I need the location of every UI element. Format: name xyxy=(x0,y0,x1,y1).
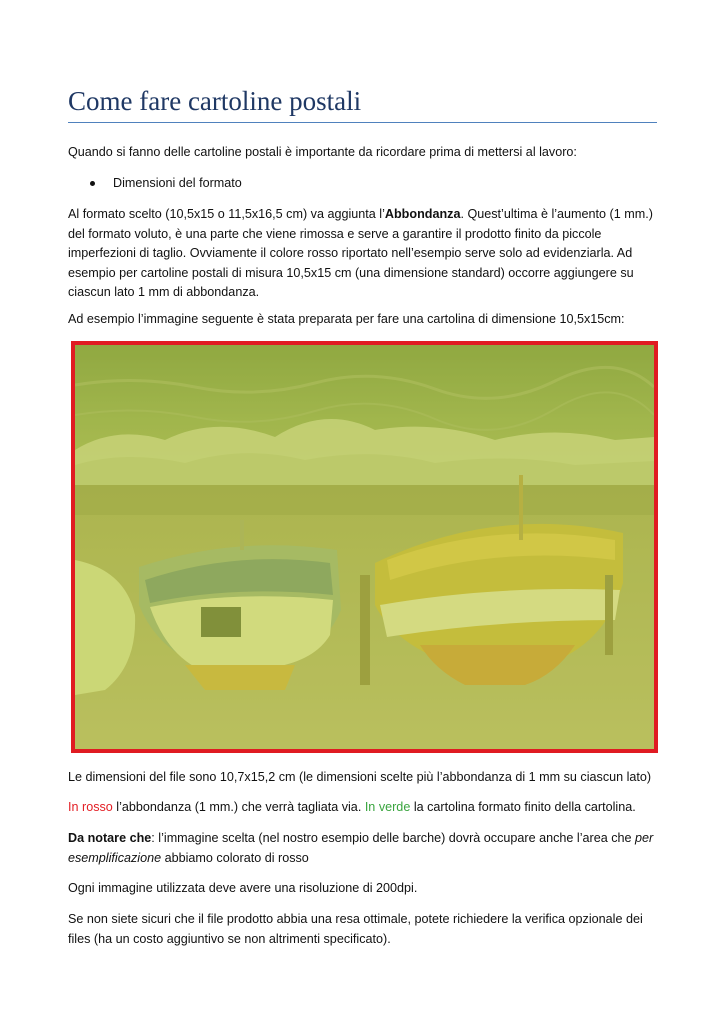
legend-red-desc: l’abbondanza (1 mm.) che verrà tagliata via. xyxy=(112,800,365,814)
note-italic-term: per esemplificazione xyxy=(68,831,654,865)
page-title: Come fare cartoline postali xyxy=(68,86,362,116)
intro-paragraph: Quando si fanno delle cartoline postali è importante da ricordare prima di mettersi al lavoro: xyxy=(68,145,577,159)
file-dimensions-paragraph: Le dimensioni del file sono 10,7x15,2 cm (le dimensioni scelte più l’abbondanza di 1 mm su ciascun lato) xyxy=(68,770,652,784)
example-paragraph: Ad esempio l’immagine seguente è stata preparata per fare una cartolina di dimensione 10,5x15cm: xyxy=(68,312,625,326)
title-underline xyxy=(68,122,657,123)
p1-text-after: . Quest’ultima è l’aumento (1 mm.) del formato voluto, è una parte che viene rimossa e serve a garantire il prodotto finito da piccole imperfezioni di taglio. Ovviamente il colore rosso riportato nell’esempio serve solo ad evidenziarla. Ad esempio per cartoline postali di misura 10,5x15 cm (una dimensione standard) occorre aggiungere su ciascun lato 1 mm di abbondanza. xyxy=(68,207,653,299)
legend-red-label: In rosso xyxy=(68,800,113,814)
bullet-dot-icon xyxy=(90,181,95,186)
note-text-end: abbiamo colorato di rosso xyxy=(161,850,309,865)
color-legend-paragraph xyxy=(68,798,658,818)
p1-text-before: Al formato scelto (10,5x15 o 11,5x16,5 cm) va aggiunta l’ xyxy=(68,207,385,221)
abbondanza-paragraph xyxy=(68,205,658,303)
legend-green-label: In verde xyxy=(364,800,411,814)
resolution-paragraph: Ogni immagine utilizzata deve avere una risoluzione di 200dpi. xyxy=(68,881,418,895)
note-text: : l’immagine scelta (nel nostro esempio delle barche) dovrà occupare anche l’area che xyxy=(151,831,636,845)
postcard-image-with-bleed xyxy=(71,341,658,753)
note-paragraph xyxy=(68,829,658,868)
note-bold-label: Da notare che xyxy=(68,831,152,845)
legend-green-desc: la cartolina formato finito della cartolina. xyxy=(410,800,636,814)
p1-bold-term: Abbondanza xyxy=(384,207,461,221)
boats-photo xyxy=(75,345,654,749)
bullet-item: Dimensioni del formato xyxy=(113,176,242,190)
verification-paragraph: Se non siete sicuri che il file prodotto abbia una resa ottimale, potete richiedere la verifica opzionale dei files (ha un costo aggiuntivo se non altrimenti specificato). xyxy=(68,912,643,946)
